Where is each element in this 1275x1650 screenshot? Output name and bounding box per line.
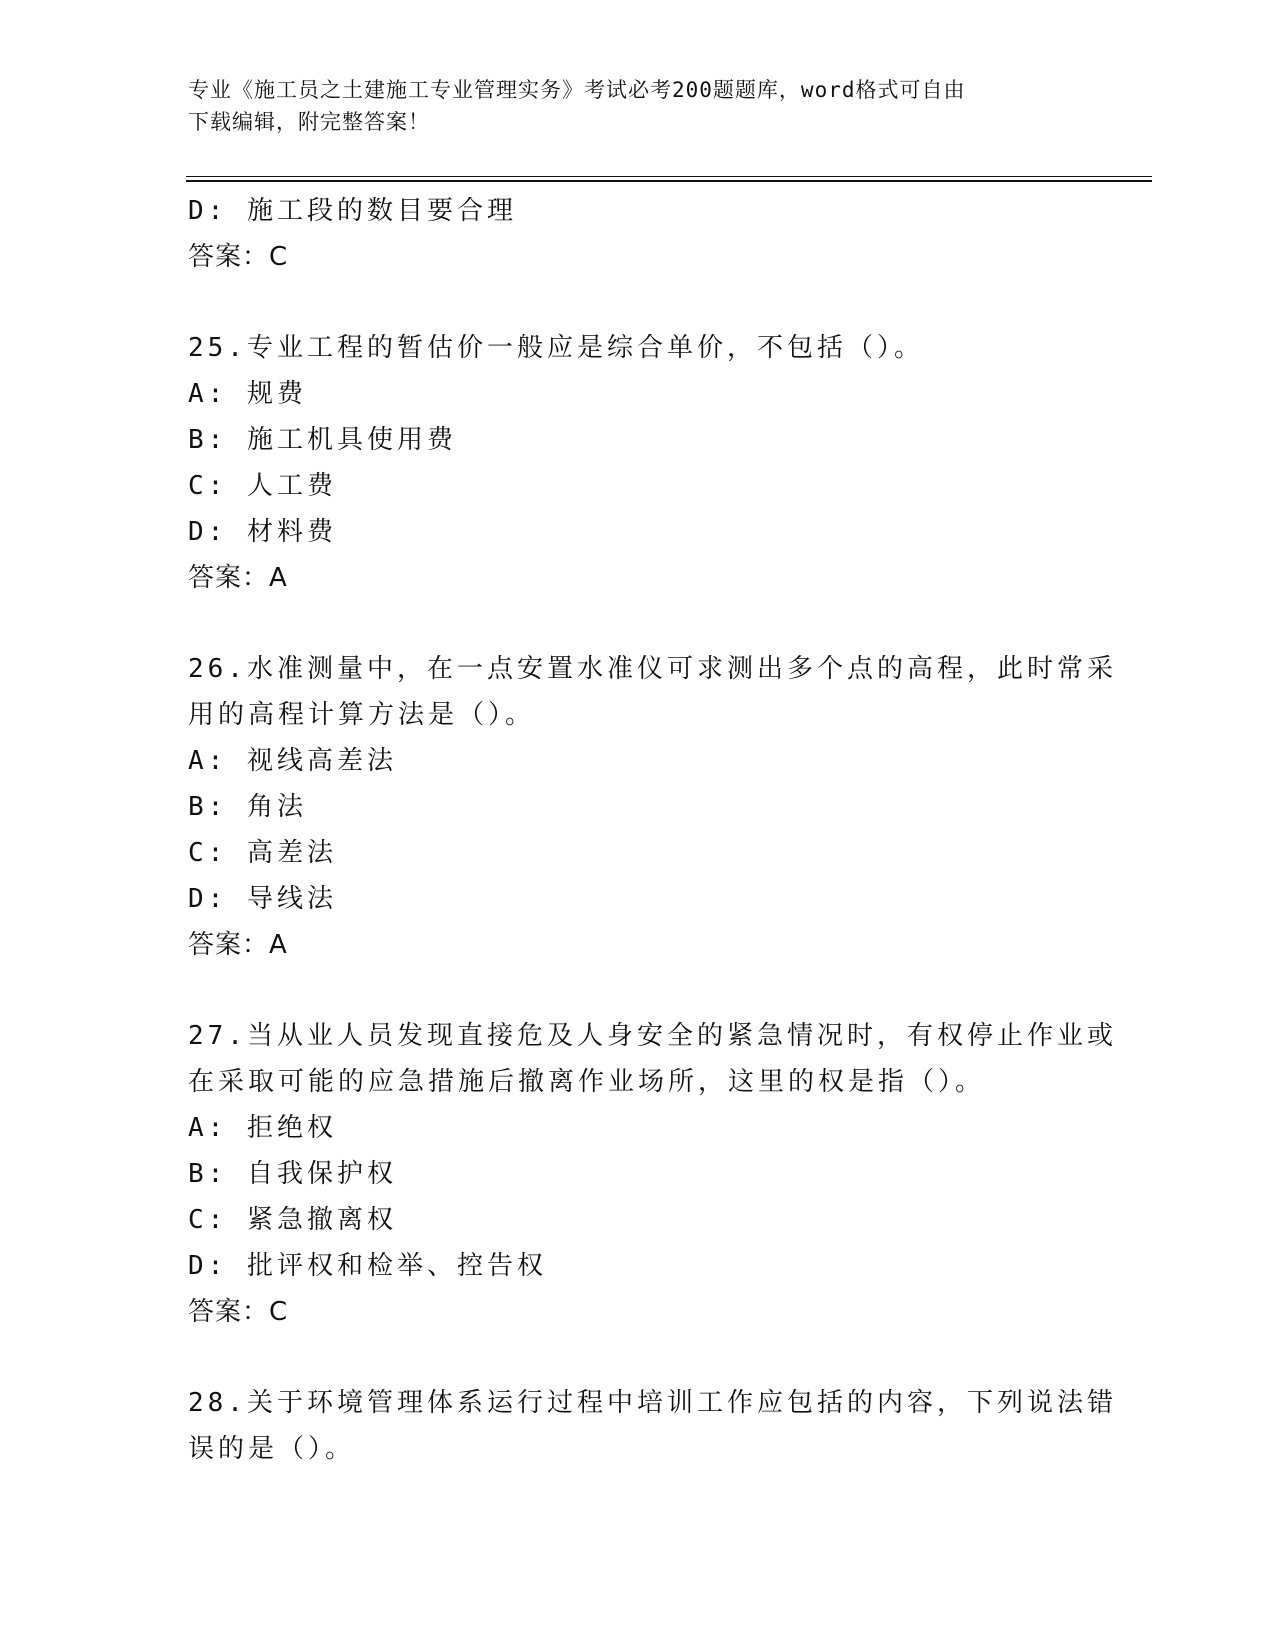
question-stem-line-2: 误的是（）。 (188, 1434, 356, 1464)
option-d: D: 材料费 (188, 517, 337, 547)
option-b: B: 自我保护权 (188, 1159, 397, 1189)
question-stem-line-1: 28.关于环境管理体系运行过程中培训工作应包括的内容，下列说法错 (188, 1388, 1117, 1418)
question-24-tail (188, 188, 1088, 280)
question-stem: 25.专业工程的暂估价一般应是综合单价，不包括（）。 (188, 333, 924, 363)
option-a: A: 视线高差法 (188, 746, 397, 776)
option-b: B: 施工机具使用费 (188, 425, 457, 455)
question-stem-line-2: 在采取可能的应急措施后撤离作业场所，这里的权是指（）。 (188, 1067, 986, 1097)
document-header (188, 74, 1068, 138)
question-stem-line-1: 26.水准测量中，在一点安置水准仪可求测出多个点的高程，此时常采 (188, 654, 1117, 684)
question-28 (188, 1380, 1117, 1472)
option-a: A: 规费 (188, 379, 307, 409)
option-d: D: 施工段的数目要合理 (188, 196, 517, 226)
option-b: B: 角法 (188, 792, 307, 822)
question-25 (188, 325, 1088, 601)
question-stem-line-1: 27.当从业人员发现直接危及人身安全的紧急情况时，有权停止作业或 (188, 1021, 1117, 1051)
question-list (188, 188, 1117, 1472)
header-divider-thin (186, 176, 1152, 177)
question-27 (188, 1013, 1117, 1335)
header-line-1: 专业《施工员之土建施工专业管理实务》考试必考200题题库，word格式可自由 (188, 78, 966, 102)
answer: 答案：C (188, 1297, 289, 1327)
answer: 答案：A (188, 930, 288, 960)
option-a: A: 拒绝权 (188, 1113, 337, 1143)
answer: 答案：A (188, 563, 288, 593)
question-26 (188, 646, 1117, 968)
header-divider-thick (186, 180, 1152, 182)
header-line-2: 下载编辑，附完整答案！ (188, 110, 430, 134)
option-d: D: 批评权和检举、控告权 (188, 1251, 547, 1281)
option-d: D: 导线法 (188, 884, 337, 914)
option-c: C: 人工费 (188, 471, 337, 501)
option-c: C: 紧急撤离权 (188, 1205, 397, 1235)
option-c: C: 高差法 (188, 838, 337, 868)
question-stem-line-2: 用的高程计算方法是（）。 (188, 700, 536, 730)
answer: 答案：C (188, 242, 289, 272)
